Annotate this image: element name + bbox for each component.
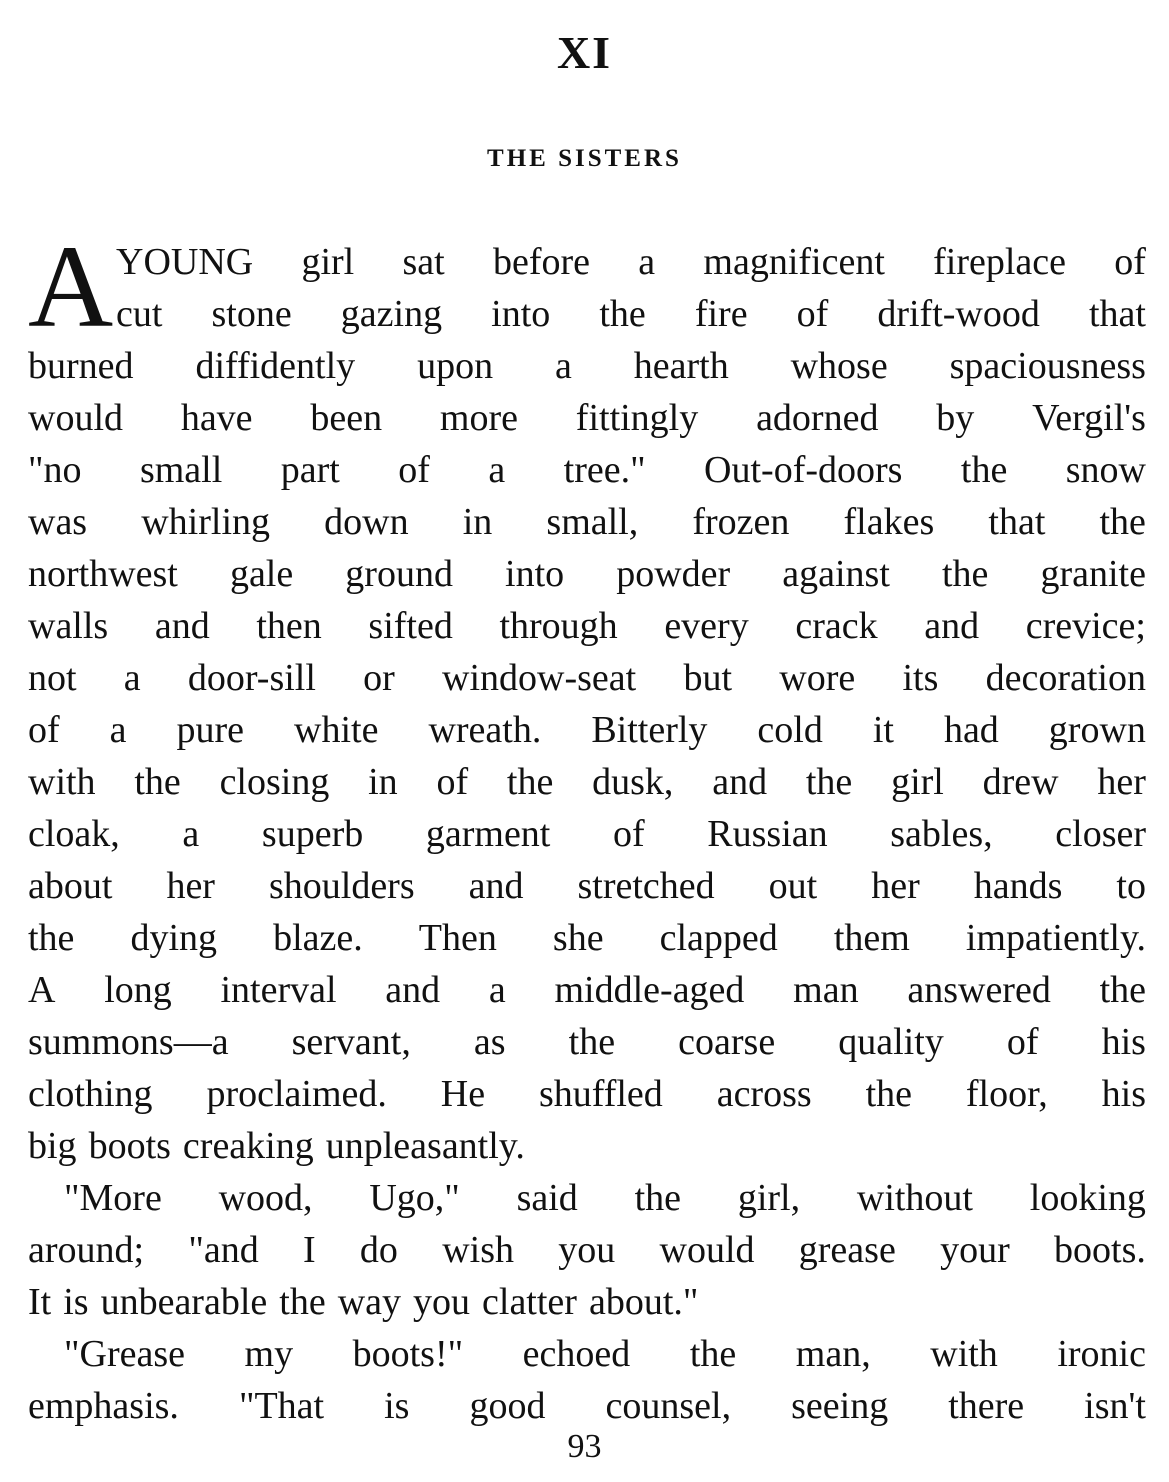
- word: of: [28, 709, 60, 751]
- word: across: [716, 1073, 812, 1115]
- word: Bitterly: [591, 709, 708, 751]
- word: powder: [616, 553, 731, 595]
- word: Ugo,": [369, 1177, 460, 1219]
- word: is: [384, 1385, 410, 1427]
- word: your: [940, 1229, 1010, 1271]
- word: my: [244, 1333, 294, 1375]
- word: garment: [425, 813, 551, 855]
- word: as: [473, 1021, 506, 1063]
- word: ground: [345, 553, 453, 595]
- word: fittingly: [575, 397, 699, 439]
- word: quality: [838, 1021, 944, 1063]
- word: emphasis.: [28, 1385, 179, 1427]
- word: wreath.: [428, 709, 542, 751]
- word: sables,: [890, 813, 993, 855]
- word: magnificent: [703, 241, 885, 283]
- body-text: [28, 236, 1146, 1432]
- word: about: [28, 865, 113, 907]
- word: "Grease: [64, 1333, 185, 1375]
- word: big: [28, 1125, 77, 1167]
- word: and: [154, 605, 210, 647]
- word: a: [488, 969, 506, 1011]
- word: then: [256, 605, 322, 647]
- word: adorned: [756, 397, 879, 439]
- word: boots.: [1054, 1229, 1146, 1271]
- word: do: [359, 1229, 398, 1271]
- word: unpleasantly.: [325, 1125, 525, 1167]
- word: answered: [907, 969, 1051, 1011]
- word: of: [398, 449, 430, 491]
- word: fire: [694, 293, 748, 335]
- word: pure: [176, 709, 245, 751]
- word: sat: [402, 241, 445, 283]
- word: blaze.: [273, 917, 363, 959]
- text-line: [28, 1328, 1146, 1380]
- word: a: [488, 449, 506, 491]
- text-line: [28, 912, 1146, 964]
- word: ironic: [1057, 1333, 1146, 1375]
- word: Then: [418, 917, 497, 959]
- word: crack: [795, 605, 878, 647]
- text-line: [28, 756, 1146, 808]
- word: "More: [64, 1177, 162, 1219]
- word: middle-aged: [554, 969, 745, 1011]
- word: her: [166, 865, 215, 907]
- word: with: [28, 761, 96, 803]
- word: floor,: [965, 1073, 1048, 1115]
- word: way: [337, 1281, 402, 1323]
- word: the: [279, 1281, 326, 1323]
- word: impatiently.: [965, 917, 1146, 959]
- word: to: [1116, 865, 1146, 907]
- drop-cap: A: [28, 221, 114, 352]
- word: white: [294, 709, 379, 751]
- word: servant,: [291, 1021, 411, 1063]
- text-line: [28, 704, 1146, 756]
- text-line: [28, 444, 1146, 496]
- word: a: [554, 345, 572, 387]
- word: whose: [790, 345, 888, 387]
- word: or: [363, 657, 395, 699]
- word: door-sill: [187, 657, 316, 699]
- word: YOUNG: [116, 241, 254, 283]
- word: out: [768, 865, 818, 907]
- word: a: [109, 709, 127, 751]
- word: a: [182, 813, 200, 855]
- word: boots: [88, 1125, 171, 1167]
- word: cloak,: [28, 813, 120, 855]
- word: interval: [220, 969, 337, 1011]
- word: "no: [28, 449, 82, 491]
- word: the: [689, 1333, 737, 1375]
- word: a: [123, 657, 141, 699]
- word: drew: [982, 761, 1059, 803]
- word: gale: [229, 553, 294, 595]
- text-line: [28, 964, 1146, 1016]
- word: boots!": [352, 1333, 464, 1375]
- word: is: [63, 1281, 89, 1323]
- word: been: [310, 397, 383, 439]
- word: wish: [442, 1229, 514, 1271]
- word: you: [413, 1281, 471, 1323]
- word: her: [871, 865, 920, 907]
- word: the: [941, 553, 989, 595]
- word: stone: [211, 293, 292, 335]
- word: man,: [795, 1333, 871, 1375]
- word: by: [936, 397, 975, 439]
- word: counsel,: [605, 1385, 732, 1427]
- word: He: [440, 1073, 486, 1115]
- word: not: [28, 657, 77, 699]
- text-line: [28, 392, 1146, 444]
- word: the: [960, 449, 1008, 491]
- word: whirling: [141, 501, 271, 543]
- word: a: [638, 241, 656, 283]
- word: dusk,: [592, 761, 674, 803]
- word: granite: [1040, 553, 1146, 595]
- word: summons—a: [28, 1021, 229, 1063]
- chapter-title: THE SISTERS: [487, 145, 682, 172]
- text-line: [28, 860, 1146, 912]
- word: A: [28, 969, 56, 1011]
- word: into: [505, 553, 565, 595]
- word: about.": [588, 1281, 699, 1323]
- word: tree.": [563, 449, 646, 491]
- word: his: [1101, 1021, 1146, 1063]
- word: northwest: [28, 553, 178, 595]
- word: the: [28, 917, 75, 959]
- word: the: [134, 761, 181, 803]
- word: said: [516, 1177, 578, 1219]
- word: seeing: [791, 1385, 889, 1427]
- word: that: [988, 501, 1046, 543]
- word: Out-of-doors: [704, 449, 903, 491]
- word: snow: [1065, 449, 1146, 491]
- word: clapped: [659, 917, 778, 959]
- text-line: [28, 808, 1146, 860]
- word: girl,: [737, 1177, 801, 1219]
- word: but: [683, 657, 733, 699]
- word: her: [1097, 761, 1146, 803]
- word: crevice;: [1025, 605, 1146, 647]
- word: the: [805, 761, 853, 803]
- word: dying: [130, 917, 218, 959]
- word: shuffled: [538, 1073, 663, 1115]
- word: grown: [1048, 709, 1146, 751]
- word: would: [659, 1229, 755, 1271]
- word: part: [280, 449, 340, 491]
- word: upon: [417, 345, 494, 387]
- word: It: [28, 1281, 52, 1323]
- text-line: [28, 548, 1146, 600]
- text-line: [28, 600, 1146, 652]
- word: and: [712, 761, 768, 803]
- word: of: [613, 813, 645, 855]
- word: good: [469, 1385, 546, 1427]
- text-line: [28, 1172, 1146, 1224]
- word: into: [491, 293, 551, 335]
- word: the: [568, 1021, 616, 1063]
- word: the: [1099, 969, 1146, 1011]
- word: diffidently: [195, 345, 356, 387]
- word: wore: [779, 657, 856, 699]
- word: small,: [546, 501, 639, 543]
- word: through: [499, 605, 618, 647]
- word: the: [506, 761, 554, 803]
- text-line: [28, 340, 1146, 392]
- word: clothing: [28, 1073, 153, 1115]
- word: proclaimed.: [206, 1073, 387, 1115]
- word: and: [385, 969, 441, 1011]
- word: and: [924, 605, 980, 647]
- word: would: [28, 397, 123, 439]
- word: small: [139, 449, 223, 491]
- word: closing: [219, 761, 330, 803]
- word: of: [436, 761, 469, 803]
- word: more: [439, 397, 518, 439]
- text-line: [28, 288, 1146, 340]
- text-line: [28, 496, 1146, 548]
- word: hands: [973, 865, 1063, 907]
- word: walls: [28, 605, 109, 647]
- word: the: [865, 1073, 912, 1115]
- word: spaciousness: [949, 345, 1146, 387]
- word: cut: [116, 293, 163, 335]
- word: around;: [28, 1229, 145, 1271]
- page-number: 93: [567, 1428, 602, 1465]
- word: them: [833, 917, 910, 959]
- word: closer: [1055, 813, 1146, 855]
- word: his: [1101, 1073, 1146, 1115]
- word: isn't: [1084, 1385, 1146, 1427]
- word: flakes: [843, 501, 935, 543]
- word: looking: [1029, 1177, 1146, 1219]
- word: girl: [891, 761, 944, 803]
- text-line: [28, 1276, 1146, 1328]
- word: "and: [188, 1229, 259, 1271]
- drop-cap-lines: [28, 236, 1146, 340]
- word: fireplace: [933, 241, 1067, 283]
- word: girl: [301, 241, 355, 283]
- word: decoration: [985, 657, 1146, 699]
- word: with: [930, 1333, 998, 1375]
- word: that: [1088, 293, 1146, 335]
- word: before: [492, 241, 591, 283]
- word: coarse: [678, 1021, 776, 1063]
- word: Russian: [707, 813, 828, 855]
- text-line: [28, 1016, 1146, 1068]
- word: unbearable: [100, 1281, 268, 1323]
- word: there: [948, 1385, 1025, 1427]
- word: against: [782, 553, 890, 595]
- word: have: [180, 397, 253, 439]
- chapter-number: XI: [556, 27, 613, 78]
- word: you: [558, 1229, 616, 1271]
- text-line: [28, 1120, 1146, 1172]
- word: shoulders: [268, 865, 415, 907]
- word: cold: [757, 709, 823, 751]
- word: the: [599, 293, 646, 335]
- word: in: [462, 501, 493, 543]
- word: the: [634, 1177, 682, 1219]
- text-line: [28, 1068, 1146, 1120]
- word: clatter: [482, 1281, 577, 1323]
- word: I: [303, 1229, 316, 1271]
- word: window-seat: [442, 657, 637, 699]
- word: burned: [28, 345, 134, 387]
- word: without: [856, 1177, 973, 1219]
- word: of: [1006, 1021, 1039, 1063]
- word: and: [468, 865, 524, 907]
- word: it: [872, 709, 894, 751]
- word: wood,: [218, 1177, 313, 1219]
- word: man: [793, 969, 859, 1011]
- word: drift-wood: [877, 293, 1040, 335]
- word: grease: [798, 1229, 896, 1271]
- text-line: [28, 1224, 1146, 1276]
- word: every: [664, 605, 749, 647]
- word: stretched: [577, 865, 715, 907]
- word: sifted: [368, 605, 453, 647]
- text-line: [28, 652, 1146, 704]
- word: of: [1114, 241, 1146, 283]
- word: the: [1099, 501, 1146, 543]
- word: hearth: [633, 345, 729, 387]
- word: long: [104, 969, 172, 1011]
- text-line: [28, 1380, 1146, 1432]
- word: down: [324, 501, 409, 543]
- word: had: [943, 709, 999, 751]
- word: Vergil's: [1032, 397, 1146, 439]
- word: she: [552, 917, 604, 959]
- word: frozen: [692, 501, 790, 543]
- word: of: [796, 293, 829, 335]
- word: in: [368, 761, 398, 803]
- word: "That: [238, 1385, 325, 1427]
- word: was: [28, 501, 88, 543]
- word: creaking: [182, 1125, 314, 1167]
- text-line: [28, 236, 1146, 288]
- word: echoed: [522, 1333, 631, 1375]
- word: superb: [261, 813, 364, 855]
- word: gazing: [340, 293, 443, 335]
- word: its: [902, 657, 939, 699]
